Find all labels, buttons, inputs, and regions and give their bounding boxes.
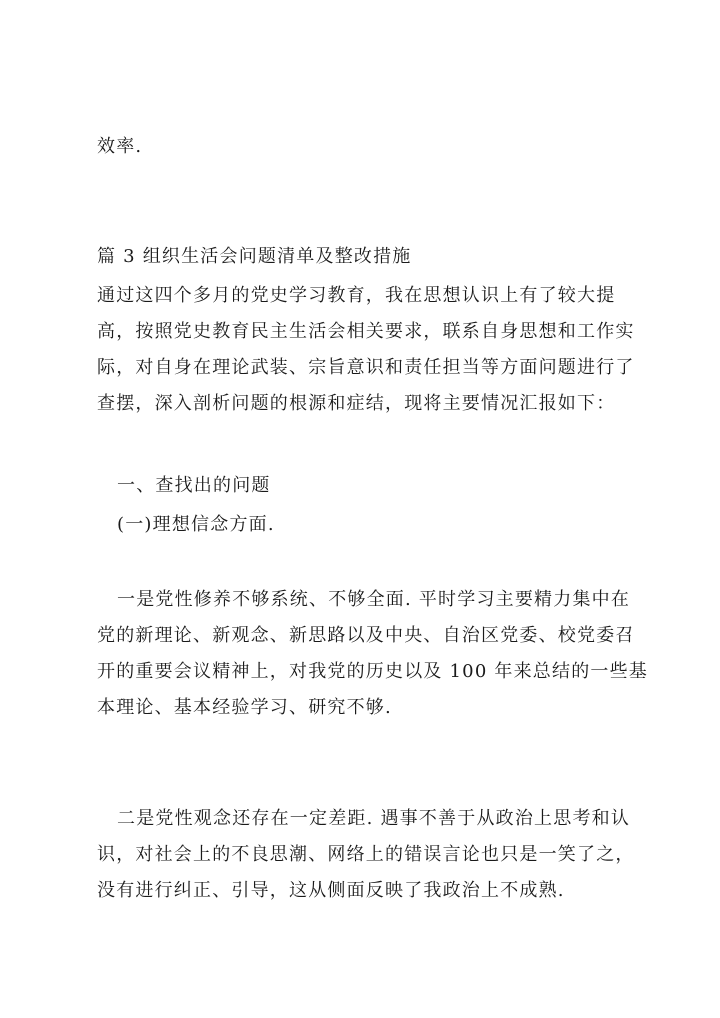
paragraph-line: 没有进行纠正、引导，这从侧面反映了我政治上不成熟.: [97, 880, 565, 901]
paragraph-line: 本理论、基本经验学习、研究不够.: [97, 697, 392, 718]
intro-line: 查摆，深入剖析问题的根源和症结，现将主要情况汇报如下：: [97, 393, 616, 414]
section-title: 篇 3 组织生活会问题清单及整改措施: [97, 246, 412, 267]
intro-line: 高，按照党史教育民主生活会相关要求，联系自身思想和工作实: [97, 321, 635, 342]
intro-line: 通过这四个多月的党史学习教育，我在思想认识上有了较大提: [97, 285, 616, 306]
paragraph-line: 一是党性修养不够系统、不够全面. 平时学习主要精力集中在: [117, 589, 631, 610]
paragraph-line: 开的重要会议精神上，对我党的历史以及 100 年来总结的一些基: [97, 661, 648, 682]
paragraph-line: 识，对社会上的不良思潮、网络上的错误言论也只是一笑了之，: [97, 844, 635, 865]
paragraph-party-concept: [97, 801, 657, 909]
text-fragment: 效率.: [97, 136, 143, 157]
heading-problems-found: 一、查找出的问题: [117, 475, 271, 496]
paragraph-line: 二是党性观念还存在一定差距. 遇事不善于从政治上思考和认: [117, 808, 631, 829]
intro-line: 际，对自身在理论武装、宗旨意识和责任担当等方面问题进行了: [97, 357, 635, 378]
subheading-ideals-beliefs: (一)理想信念方面.: [117, 514, 275, 535]
paragraph-party-cultivation: [97, 582, 657, 726]
intro-paragraph: [97, 278, 657, 422]
paragraph-line: 党的新理论、新观念、新思路以及中央、自治区党委、校党委召: [97, 625, 635, 646]
